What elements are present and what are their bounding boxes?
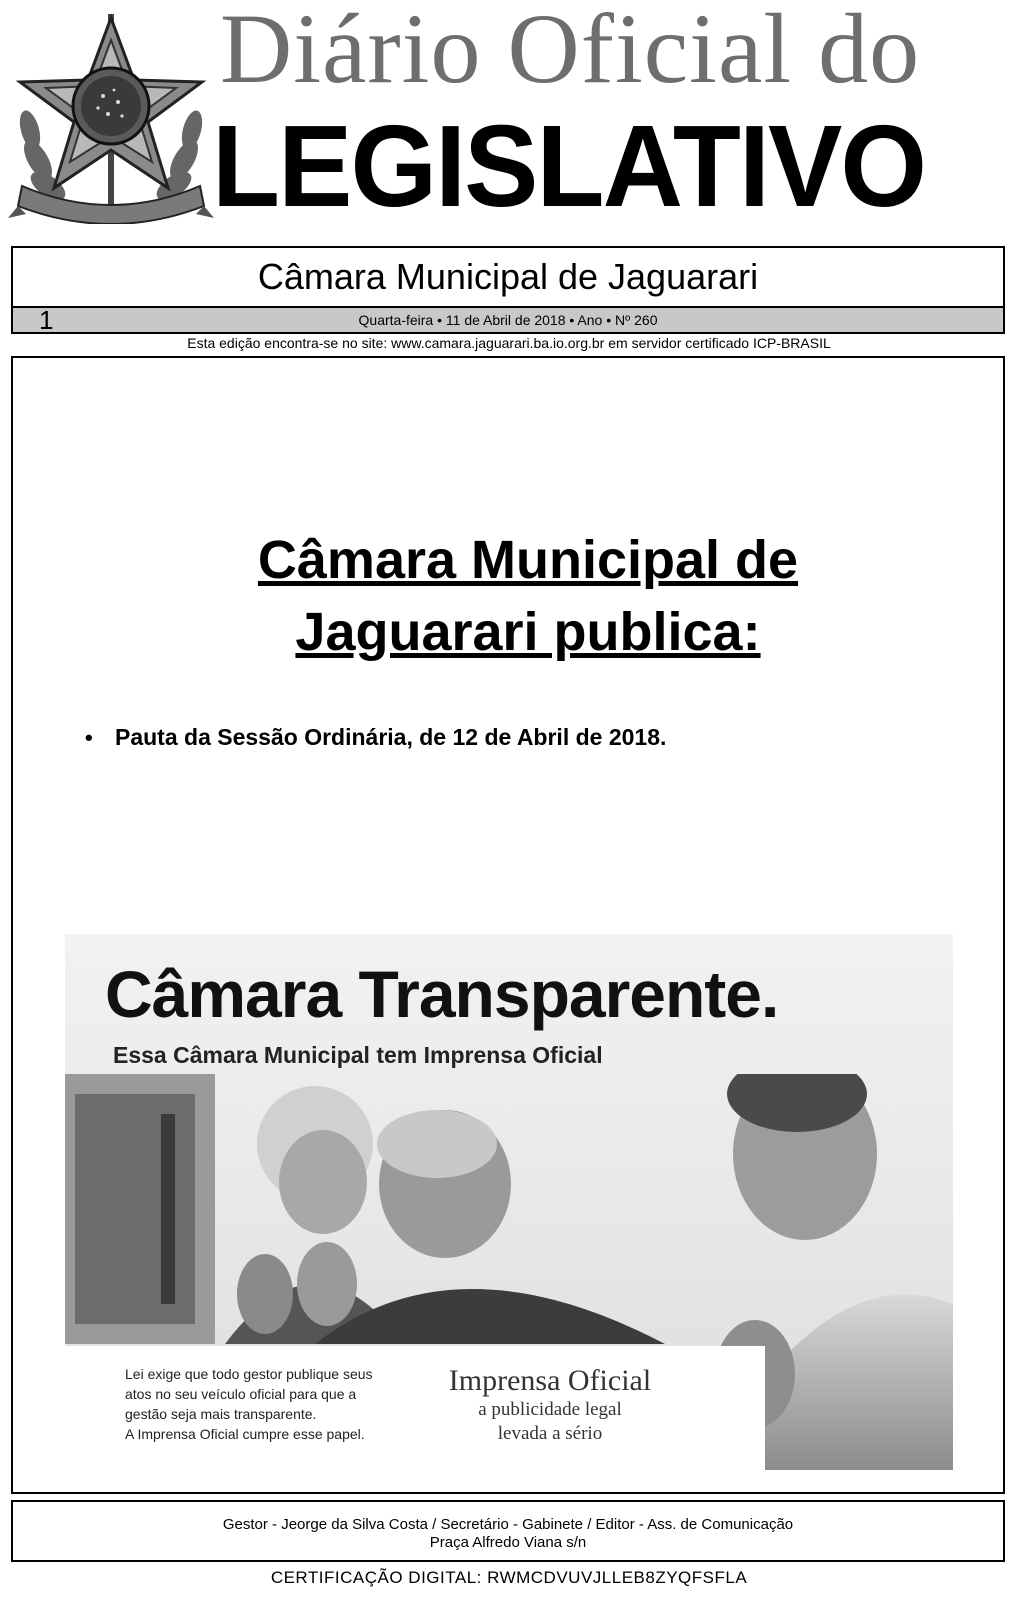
footer-address: Praça Alfredo Viana s/n [429, 1534, 587, 1551]
masthead-title-main: LEGISLATIVO [212, 101, 926, 231]
footer [11, 1500, 1005, 1562]
headline [13, 524, 1003, 668]
imprensa-oficial-brand [435, 1364, 665, 1446]
brazil-coat-of-arms-icon [8, 10, 214, 224]
bullet-text: Pauta da Sessão Ordinária, de 12 de Abril de 2018. [115, 724, 667, 750]
content-area [11, 356, 1005, 1494]
list-item [85, 724, 666, 751]
footer-credits: Gestor - Jeorge da Silva Costa / Secretário - Gabinete / Editor - Ass. de Comunicação [222, 1516, 794, 1533]
ad-body-line: atos no seu veículo oficial para que a [125, 1386, 357, 1402]
ad-subtitle: Essa Câmara Municipal tem Imprensa Oficial [113, 1042, 603, 1068]
edition-header [11, 246, 1005, 334]
edition-date: Quarta-feira • 11 de Abril de 2018 • Ano • Nº 260 [358, 312, 658, 328]
bullet-icon: • [85, 725, 93, 750]
edition-site-notice: Esta edição encontra-se no site: www.camara.jaguarari.ba.io.org.br em servidor certificado ICP-BRASIL [187, 335, 831, 351]
headline-line2: Jaguarari publica: [295, 602, 761, 662]
masthead [0, 0, 1018, 236]
ad-body-line: gestão seja mais transparente. [125, 1406, 317, 1422]
ad-body-text [125, 1364, 425, 1444]
headline-line1: Câmara Municipal de [257, 530, 799, 590]
chamber-name: Câmara Municipal de Jaguarari [257, 256, 759, 297]
ad-body-line: Lei exige que todo gestor publique seus [125, 1366, 373, 1382]
ad-body-line: A Imprensa Oficial cumpre esse papel. [125, 1426, 365, 1442]
transparency-advertisement [65, 934, 953, 1470]
digital-certification: CERTIFICAÇÃO DIGITAL: RWMCDVUVJLLEB8ZYQFSFLA [270, 1568, 748, 1587]
masthead-title-top: Diário Oficial do [220, 0, 921, 104]
edition-info-bar [13, 305, 1003, 335]
brand-tagline-2: levada a sério [497, 1423, 603, 1444]
page-number: 1 [39, 305, 54, 335]
ad-title: Câmara Transparente. [105, 957, 779, 1031]
brand-name: Imprensa Oficial [448, 1364, 652, 1397]
brand-tagline-1: a publicidade legal [478, 1399, 622, 1420]
